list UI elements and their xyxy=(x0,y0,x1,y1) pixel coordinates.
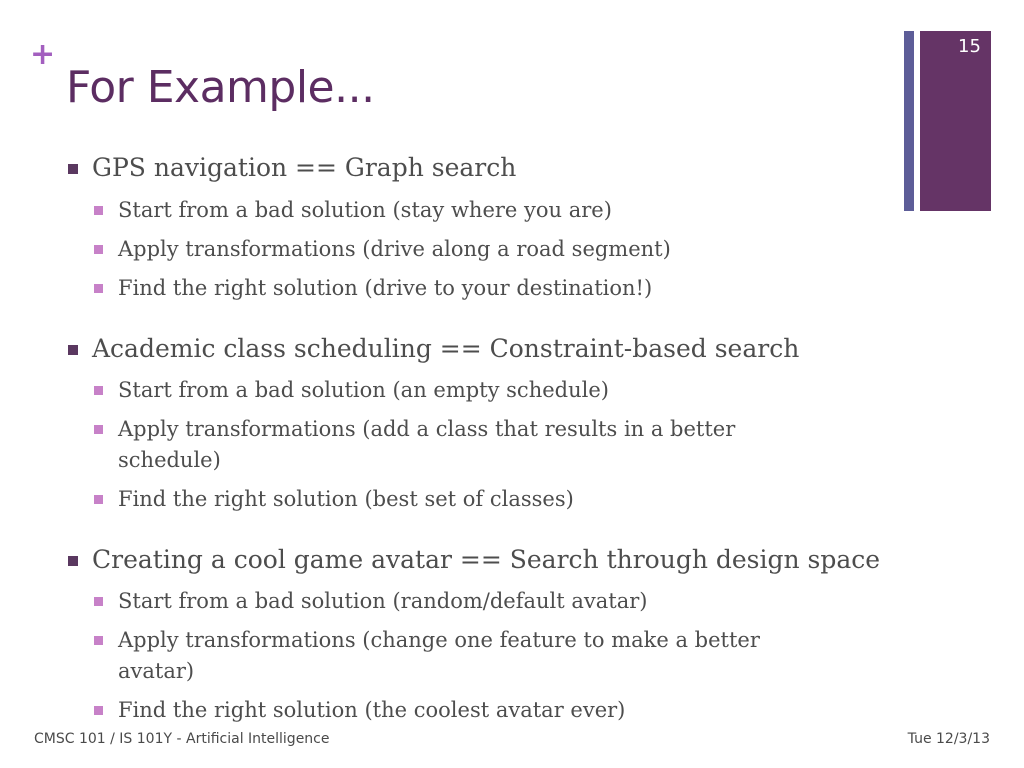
bullet-game-avatar: Creating a cool game avatar == Search through design space xyxy=(92,545,881,574)
sub-bullet: Start from a bad solution (stay where you are) xyxy=(118,195,808,226)
plus-icon: + xyxy=(30,37,56,72)
footer-date: Tue 12/3/13 xyxy=(907,731,990,747)
sub-bullet: Apply transformations (add a class that results in a better schedule) xyxy=(118,414,808,476)
sub-bullet: Find the right solution (drive to your destination!) xyxy=(118,273,808,304)
sub-bullet: Apply transformations (drive along a road segment) xyxy=(118,234,808,265)
slide-title: For Example... xyxy=(66,62,375,113)
footer-course: CMSC 101 / IS 101Y - Artificial Intelligence xyxy=(34,731,330,747)
sub-bullet: Apply transformations (change one feature to make a better avatar) xyxy=(118,625,808,687)
sub-bullet: Find the right solution (best set of classes) xyxy=(118,484,808,515)
sub-bullet: Find the right solution (the coolest avatar ever) xyxy=(118,695,808,726)
sub-bullet: Start from a bad solution (random/default avatar) xyxy=(118,586,808,617)
bullet-gps-navigation: GPS navigation == Graph search xyxy=(92,153,517,182)
bullet-class-scheduling: Academic class scheduling == Constraint-based search xyxy=(92,334,800,363)
slide-number: 15 xyxy=(958,36,981,57)
sub-bullet: Start from a bad solution (an empty schedule) xyxy=(118,375,808,406)
